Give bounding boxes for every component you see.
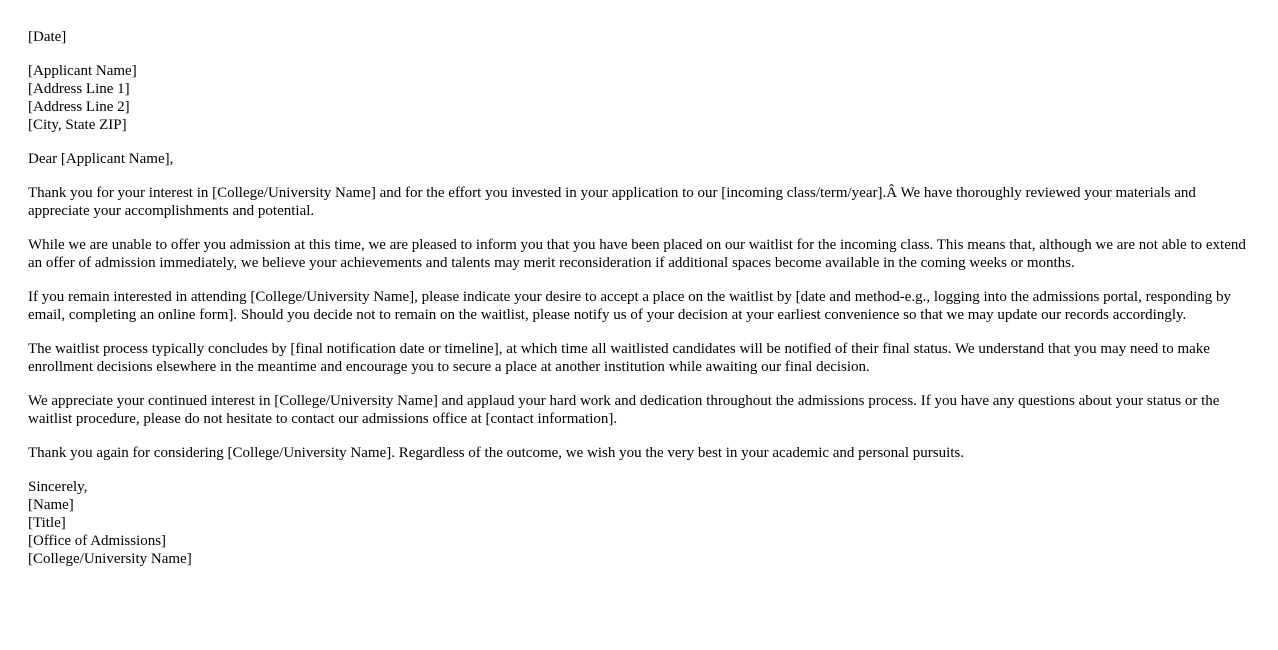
recipient-name: [Applicant Name] <box>28 63 137 79</box>
letter-date: [Date] <box>28 29 67 45</box>
salutation-block <box>28 150 1253 168</box>
recipient-address-line-2: [Address Line 2] <box>28 99 130 115</box>
valediction: Sincerely, <box>28 479 88 495</box>
body-paragraph-timeline: The waitlist process typically concludes by [final notification date or timeline], at which time all waitlisted candidates will be notified of their final status. We understand that you may need to make enrollment decisions elsewhere in the meantime and encourage you to secure a place at another institution while awaiting our final decision. <box>28 341 1210 375</box>
body-paragraph-thanks: Thank you for your interest in [College/University Name] and for the effort you invested in your application to our [incoming class/term/year].Â We have thoroughly reviewed your materials and appreciate your accomplishments and potential. <box>28 185 1196 219</box>
signer-title: [Title] <box>28 515 66 531</box>
waitlist-letter <box>28 28 1253 584</box>
signer-office: [Office of Admissions] <box>28 533 167 549</box>
signature-block <box>28 478 1253 568</box>
body-paragraph-contact: We appreciate your continued interest in [College/University Name] and applaud your hard work and dedication throughout the admissions process. If you have any questions about your status or the waitlist procedure, please do not hesitate to contact our admissions office at [contact information]. <box>28 393 1220 427</box>
recipient-address-line-1: [Address Line 1] <box>28 81 130 97</box>
body-paragraph-accept-instructions: If you remain interested in attending [College/University Name], please indicate your desire to accept a place on the waitlist by [date and method-e.g., logging into the admissions portal, responding by email, completing an online form]. Should you decide not to remain on the waitlist, please notify us of your decision at your earliest convenience so that we may update our records accordingly. <box>28 289 1231 323</box>
salutation: Dear [Applicant Name], <box>28 151 174 167</box>
signer-institution: [College/University Name] <box>28 551 192 567</box>
letter-date-block <box>28 28 1253 46</box>
recipient-city-state-zip: [City, State ZIP] <box>28 117 127 133</box>
signer-name: [Name] <box>28 497 74 513</box>
recipient-address-block <box>28 62 1253 134</box>
body-paragraph-closing-wishes: Thank you again for considering [College/University Name]. Regardless of the outcome, we wish you the very best in your academic and personal pursuits. <box>28 445 964 461</box>
body-paragraph-waitlist-status: While we are unable to offer you admission at this time, we are pleased to inform you that you have been placed on our waitlist for the incoming class. This means that, although we are not able to extend an offer of admission immediately, we believe your achievements and talents may merit reconsideration if additional spaces become available in the coming weeks or months. <box>28 237 1246 271</box>
